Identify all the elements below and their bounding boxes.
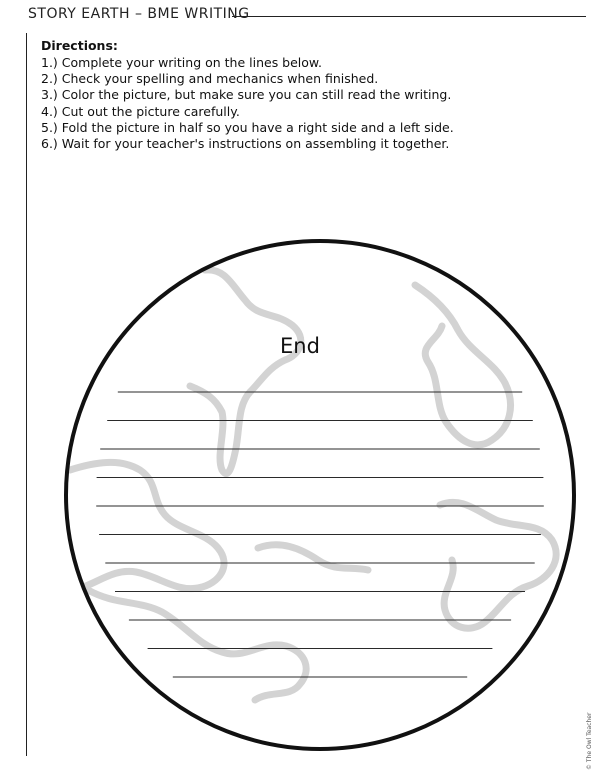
direction-step: 2.) Check your spelling and mechanics when finished. xyxy=(41,71,379,87)
continent-outline-west xyxy=(70,462,224,590)
directions-heading: Directions: xyxy=(41,38,118,53)
continent-outline-north xyxy=(190,270,301,474)
copyright-credit: © The Owl Teacher xyxy=(586,712,593,770)
continent-outline-center xyxy=(258,545,368,570)
continent-outline-southwest xyxy=(88,590,306,700)
worksheet-title: STORY EARTH – BME WRITING xyxy=(28,6,250,22)
writing-lines xyxy=(96,392,544,677)
direction-step: 1.) Complete your writing on the lines below. xyxy=(41,55,322,70)
direction-step: 6.) Wait for your teacher's instructions on assembling it together. xyxy=(41,136,450,152)
earth-outline xyxy=(66,241,574,749)
continent-outline-southeast xyxy=(440,502,556,628)
direction-step: 5.) Fold the picture in half so you have a right side and a left side. xyxy=(41,119,454,135)
section-label: End xyxy=(280,334,320,358)
direction-step: 3.) Color the picture, but make sure you can still read the writing. xyxy=(41,87,452,103)
direction-step: 4.) Cut out the picture carefully. xyxy=(41,103,240,119)
